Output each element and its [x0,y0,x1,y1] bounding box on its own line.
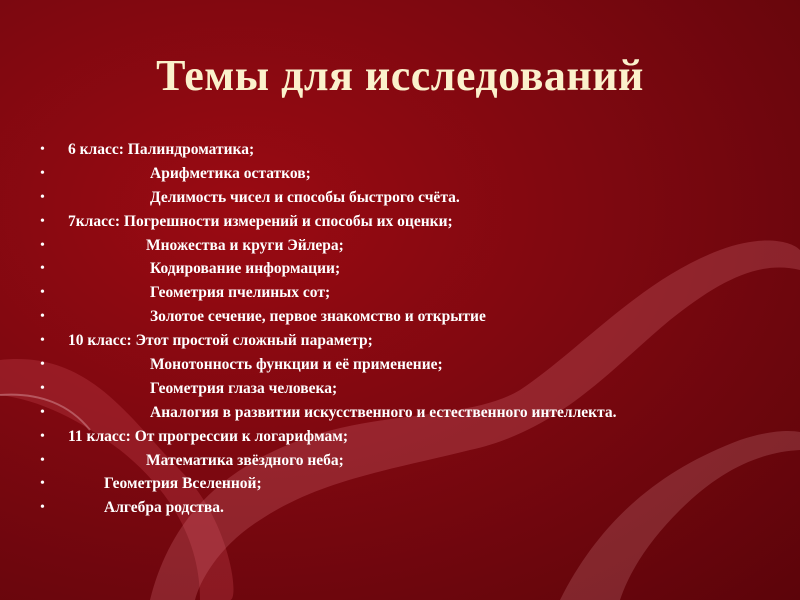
bullet-icon: • [40,404,45,420]
list-item-text: 7класс: Погрешности измерений и способы их оценки; [68,212,453,230]
bullet-icon: • [40,142,45,157]
list-item-text: Арифметика остатков; [150,164,311,182]
list-item-text: Кодирование информации; [150,260,341,278]
slide-title: Темы для исследований [156,51,644,100]
list-item-text: Математика звёздного неба; [146,451,344,469]
list-item [40,281,790,305]
list-item-text: Аналогия в развитии искусственного и естественного интеллекта. [150,403,617,421]
bullet-icon: • [40,476,45,492]
list-item-text: Монотонность функции и её применение; [150,356,443,374]
list-item-text: Золотое сечение, первое знакомство и открытие [150,308,486,326]
topics-list [40,138,790,520]
bullet-icon: • [40,237,45,253]
bullet-icon: • [40,213,45,229]
list-item [40,401,790,425]
list-item-text: Множества и круги Эйлера; [146,236,344,254]
list-item-text: Алгебра родства. [104,499,224,517]
bullet-icon: • [40,309,45,325]
bullet-icon: • [40,428,45,444]
bullet-icon: • [40,357,45,373]
list-item-text: Делимость чисел и способы быстрого счёта. [150,188,460,206]
list-item [40,162,790,186]
list-item-text: 6 класс: Палиндроматика; [68,141,255,158]
list-item-text: Геометрия глаза человека; [150,379,338,397]
list-item [40,472,790,496]
bullet-icon: • [40,380,45,396]
bullet-icon: • [40,165,45,181]
list-item [40,138,790,162]
list-item-text: Геометрия Вселенной; [104,475,262,493]
list-item-text: Геометрия пчелиных сот; [150,284,331,302]
bullet-icon: • [40,333,45,349]
list-item [40,353,790,377]
list-item-text: 10 класс: Этот простой сложный параметр; [68,332,373,350]
list-item [40,234,790,258]
list-item [40,425,790,449]
list-item [40,449,790,473]
bullet-icon: • [40,261,45,277]
list-item [40,329,790,353]
bullet-icon: • [40,285,45,301]
list-item [40,257,790,281]
list-item-text: 11 класс: От прогрессии к логарифмам; [68,427,348,445]
bullet-icon: • [40,452,45,468]
list-item [40,377,790,401]
list-item [40,186,790,210]
list-item [40,305,790,329]
bullet-icon: • [40,189,45,205]
bullet-icon: • [40,500,45,516]
list-item [40,210,790,234]
list-item [40,496,790,520]
